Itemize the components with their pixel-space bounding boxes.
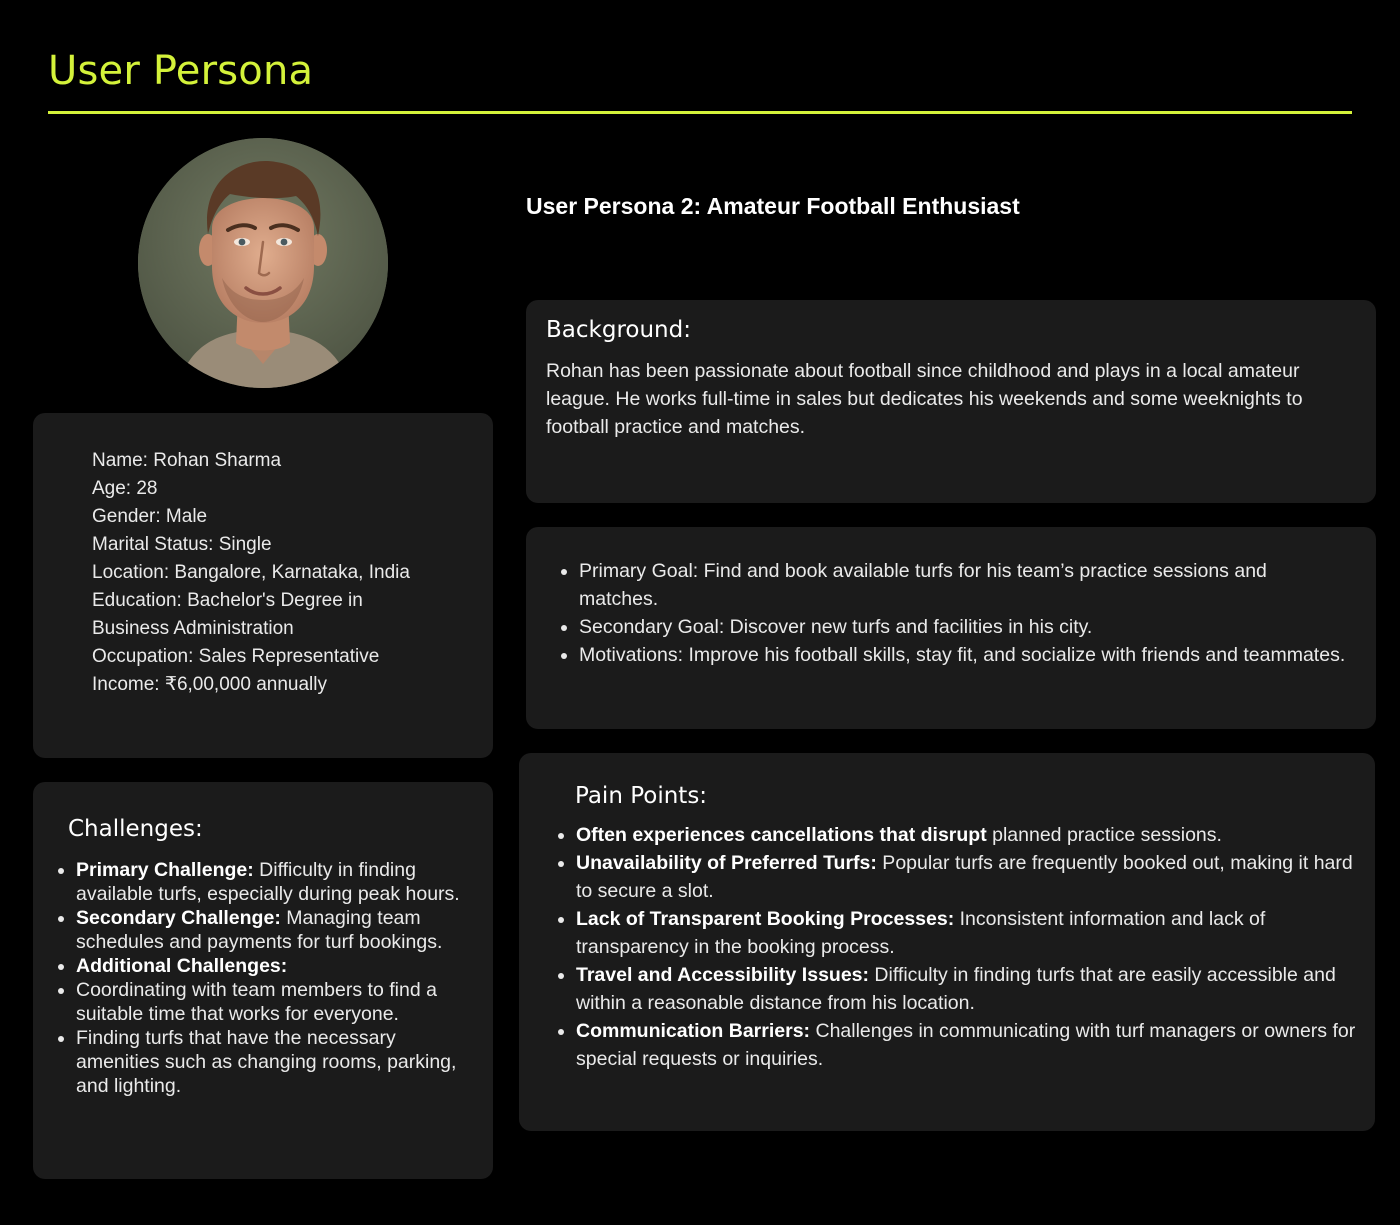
list-item — [76, 906, 477, 954]
avatar — [138, 138, 388, 388]
list-item-bold: Communication Barriers: — [576, 1020, 811, 1042]
pain-points-list — [575, 821, 1365, 1073]
background-heading: Background: — [546, 317, 691, 343]
list-item: • Secondary Goal: Discover new turfs and facilities in his city. — [579, 613, 1346, 641]
challenges-card — [33, 782, 493, 1179]
list-item-text: Finding turfs that have the necessary amenities such as changing rooms, parking, and lighting. — [76, 1027, 457, 1097]
profile-card — [33, 413, 493, 758]
profile-education: Education: Bachelor's Degree in Business Administration — [92, 590, 363, 639]
persona-subtitle: User Persona 2: Amateur Football Enthusiast — [526, 193, 1020, 219]
list-item-bold: Often experiences cancellations that disrupt — [576, 824, 987, 846]
list-item-bold: Additional Challenges: — [76, 955, 288, 977]
list-item — [76, 954, 477, 978]
list-item — [576, 905, 1365, 961]
list-item-text: Coordinating with team members to find a suitable time that works for everyone. — [76, 979, 437, 1025]
list-item — [76, 978, 477, 1026]
pain-points-card — [519, 753, 1375, 1131]
list-item: • Primary Goal: Find and book available turfs for his team’s practice sessions and matches. — [579, 557, 1346, 613]
profile-name: Name: Rohan Sharma — [92, 450, 282, 471]
list-item — [76, 858, 477, 906]
profile-gender: Gender: Male — [92, 506, 208, 527]
page-title: User Persona — [48, 48, 314, 94]
background-card — [526, 300, 1376, 503]
challenges-list — [68, 858, 477, 1098]
list-item-text: planned practice sessions. — [986, 824, 1222, 846]
list-item — [76, 1026, 477, 1098]
pain-points-heading: Pain Points: — [575, 783, 708, 809]
list-item-text: Managing team schedules and payments for turf bookings. — [76, 907, 443, 953]
list-item — [576, 849, 1365, 905]
list-item-bold: Secondary Challenge: — [76, 907, 281, 929]
title-divider — [48, 111, 1352, 114]
list-item-text: Difficulty in finding available turfs, especially during peak hours. — [76, 859, 460, 905]
list-item-bold: Lack of Transparent Booking Processes: — [576, 908, 955, 930]
list-item-bold: Travel and Accessibility Issues: — [576, 964, 870, 986]
list-item — [576, 961, 1365, 1017]
list-item: • Motivations: Improve his football skills, stay fit, and socialize with friends and teammates. — [579, 641, 1346, 669]
list-item — [576, 821, 1365, 849]
background-text: Rohan has been passionate about football since childhood and plays in a local amateur league. He works full-time in sales but dedicates his weekends and some weeknights to football practice and matches. — [546, 360, 1303, 438]
list-item-text: Difficulty in finding turfs that are easily accessible and within a reasonable distance from his location. — [576, 964, 1336, 1014]
avatar-portrait-image — [138, 138, 388, 388]
goals-list — [546, 557, 1346, 669]
profile-income: Income: ₹6,00,000 annually — [92, 674, 327, 695]
list-item-bold: Primary Challenge: — [76, 859, 254, 881]
list-item-text: Inconsistent information and lack of transparency in the booking process. — [576, 908, 1266, 958]
challenges-heading: Challenges: — [68, 816, 203, 842]
profile-marital-status: Marital Status: Single — [92, 534, 272, 555]
profile-location: Location: Bangalore, Karnataka, India — [92, 562, 410, 583]
list-item-text: Popular turfs are frequently booked out, making it hard to secure a slot. — [576, 852, 1353, 902]
list-item-bold: Unavailability of Preferred Turfs: — [576, 852, 877, 874]
list-item-text: Challenges in communicating with turf managers or owners for special requests or inquiries. — [576, 1020, 1356, 1070]
list-item — [576, 1017, 1365, 1073]
profile-occupation: Occupation: Sales Representative — [92, 646, 380, 667]
profile-age: Age: 28 — [92, 478, 158, 499]
goals-card — [526, 527, 1376, 729]
